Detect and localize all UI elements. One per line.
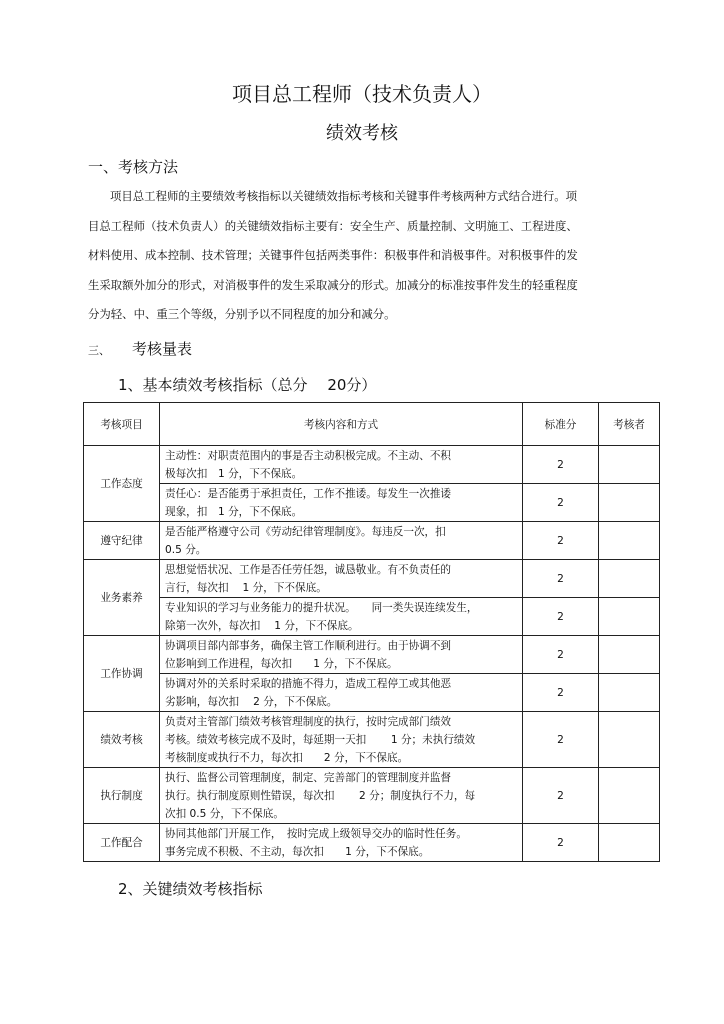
subsection-heading-basic: 1、基本绩效考核指标（总分 20分） bbox=[118, 376, 377, 394]
assessor-cell bbox=[599, 446, 660, 484]
content-line: 劣影响，每次扣 2 分，下不保底。 bbox=[165, 695, 338, 708]
assessor-cell bbox=[599, 824, 660, 862]
section-number: 三、 bbox=[88, 344, 110, 357]
content-cell bbox=[160, 560, 523, 598]
section-heading-method: 一、考核方法 bbox=[88, 158, 179, 176]
score-cell: 2 bbox=[523, 636, 599, 674]
header-cell: 考核者 bbox=[599, 403, 660, 446]
content-line: 负责对主管部门绩效考核管理制度的执行，按时完成部门绩效 bbox=[165, 715, 452, 728]
table-row bbox=[84, 824, 660, 862]
assessor-cell bbox=[599, 712, 660, 768]
table-row bbox=[84, 560, 660, 598]
content-line: 事务完成不积极、不主动，每次扣 1 分，下不保底。 bbox=[165, 845, 430, 858]
content-line: 考核。绩效考核完成不及时，每延期一天扣 1 分；未执行绩效 bbox=[165, 733, 476, 746]
content-line: 执行、监督公司管理制度，制定、完善部门的管理制度并监督 bbox=[165, 771, 452, 784]
assessor-cell bbox=[599, 522, 660, 560]
content-cell bbox=[160, 768, 523, 824]
table-row bbox=[84, 484, 660, 522]
section-title: 考核量表 bbox=[132, 340, 193, 358]
content-line: 次扣 0.5 分，下不保底。 bbox=[165, 807, 284, 820]
content-cell bbox=[160, 824, 523, 862]
score-cell: 2 bbox=[523, 446, 599, 484]
header-cell: 考核项目 bbox=[84, 403, 160, 446]
content-cell bbox=[160, 484, 523, 522]
category-cell: 业务素养 bbox=[84, 560, 160, 636]
document-title: 项目总工程师（技术负责人） bbox=[232, 82, 492, 106]
table-row bbox=[84, 522, 660, 560]
content-line: 主动性：对职责范围内的事是否主动积极完成。不主动、不积 bbox=[165, 449, 452, 462]
score-cell: 2 bbox=[523, 560, 599, 598]
paragraph-line: 项目总工程师的主要绩效考核指标以关键绩效指标考核和关键事件考核两种方式结合进行。项 bbox=[110, 189, 578, 203]
paragraph-line: 生采取额外加分的形式，对消极事件的发生采取减分的形式。加减分的标准按事件发生的轻重程度 bbox=[88, 277, 578, 292]
content-line: 言行，每次扣 1 分，下不保底。 bbox=[165, 581, 327, 594]
content-line: 协调项目部内部事务，确保主管工作顺利进行。由于协调不到 bbox=[165, 639, 452, 652]
content-cell bbox=[160, 636, 523, 674]
table-header-row bbox=[84, 403, 660, 446]
content-line: 考核制度或执行不力，每次扣 2 分，下不保底。 bbox=[165, 751, 409, 764]
category-cell: 执行制度 bbox=[84, 768, 160, 824]
content-cell bbox=[160, 522, 523, 560]
score-cell: 2 bbox=[523, 768, 599, 824]
score-cell: 2 bbox=[523, 522, 599, 560]
content-cell bbox=[160, 712, 523, 768]
assessor-cell bbox=[599, 598, 660, 636]
document-subtitle: 绩效考核 bbox=[326, 123, 398, 144]
section-paragraph bbox=[88, 186, 628, 334]
assessor-cell bbox=[599, 560, 660, 598]
content-cell bbox=[160, 674, 523, 712]
category-cell: 工作配合 bbox=[84, 824, 160, 862]
score-cell: 2 bbox=[523, 712, 599, 768]
category-cell: 遵守纪律 bbox=[84, 522, 160, 560]
category-cell: 工作态度 bbox=[84, 446, 160, 522]
paragraph-line: 材料使用、成本控制、技术管理；关键事件包括两类事件：积极事件和消极事件。对积极事件的发 bbox=[88, 248, 578, 263]
assessment-table bbox=[83, 402, 660, 862]
header-cell: 考核内容和方式 bbox=[160, 403, 523, 446]
score-cell: 2 bbox=[523, 824, 599, 862]
content-line: 0.5 分。 bbox=[165, 543, 207, 556]
score-cell: 2 bbox=[523, 484, 599, 522]
content-line: 协同其他部门开展工作， 按时完成上级领导交办的临时性任务。 bbox=[165, 827, 467, 840]
content-line: 执行。执行制度原则性错误，每次扣 2 分；制度执行不力，每 bbox=[165, 789, 476, 802]
assessor-cell bbox=[599, 674, 660, 712]
table-row bbox=[84, 446, 660, 484]
content-cell bbox=[160, 446, 523, 484]
content-line: 协调对外的关系时采取的措施不得力，造成工程停工或其他恶 bbox=[165, 677, 452, 690]
paragraph-line: 分为轻、中、重三个等级，分别予以不同程度的加分和减分。 bbox=[88, 307, 396, 322]
table-row bbox=[84, 674, 660, 712]
assessor-cell bbox=[599, 768, 660, 824]
content-line: 除第一次外，每次扣 1 分，下不保底。 bbox=[165, 619, 359, 632]
score-cell: 2 bbox=[523, 598, 599, 636]
content-line: 专业知识的学习与业务能力的提升状况。 同一类失误连续发生， bbox=[165, 601, 478, 614]
score-cell: 2 bbox=[523, 674, 599, 712]
content-line: 责任心：是否能勇于承担责任，工作不推诿。每发生一次推诿 bbox=[165, 487, 452, 500]
category-cell: 绩效考核 bbox=[84, 712, 160, 768]
table-row bbox=[84, 768, 660, 824]
content-cell bbox=[160, 598, 523, 636]
assessor-cell bbox=[599, 636, 660, 674]
content-line: 位影响到工作进程，每次扣 1 分，下不保底。 bbox=[165, 657, 398, 670]
header-cell: 标准分 bbox=[523, 403, 599, 446]
content-line: 极每次扣 1 分，下不保底。 bbox=[165, 467, 303, 480]
category-cell: 工作协调 bbox=[84, 636, 160, 712]
table-row bbox=[84, 712, 660, 768]
subsection-heading-key: 2、关键绩效考核指标 bbox=[118, 880, 263, 898]
content-line: 是否能严格遵守公司《劳动纪律管理制度》。每违反一次，扣 bbox=[165, 525, 446, 538]
content-line: 思想觉悟状况、工作是否任劳任怨，诚恳敬业。有不负责任的 bbox=[165, 563, 452, 576]
table-row bbox=[84, 598, 660, 636]
table-row bbox=[84, 636, 660, 674]
paragraph-line: 目总工程师（技术负责人）的关键绩效指标主要有：安全生产、质量控制、文明施工、工程进度、 bbox=[88, 218, 578, 233]
assessor-cell bbox=[599, 484, 660, 522]
section-heading-scale bbox=[88, 338, 192, 359]
content-line: 现象，扣 1 分，下不保底。 bbox=[165, 505, 303, 518]
